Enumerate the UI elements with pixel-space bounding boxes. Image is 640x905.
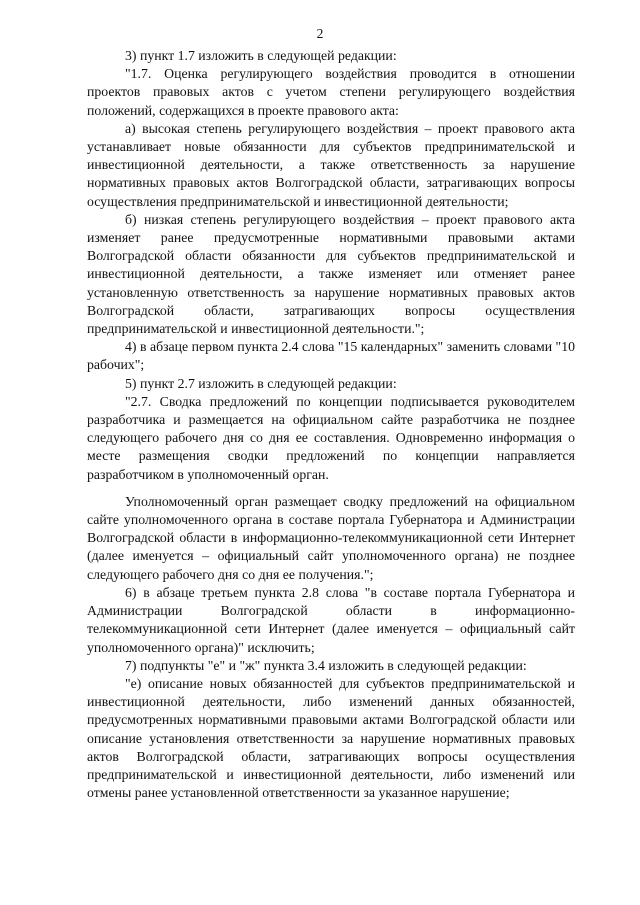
page-number: 2 [316,26,324,41]
paragraph-authorized-body: Уполномоченный орган размещает сводку предложений на официальном сайте уполномоченного органа в составе портала Губернатора и Администрации Волгоградской области в информационно-телекоммуникационной сети Интернет (далее именуется – официальный сайт уполномоченного органа) не позднее следующего рабочего дня со дня ее получения."; [87,493,575,582]
paragraph-item-6: 6) в абзаце третьем пункта 2.8 слова "в составе портала Губернатора и Администрации Волгоградской области в информационно-телекоммуникационной сети Интернет (далее именуется – официальный сайт уполномоченного органа)" исключить; [87,584,575,655]
paragraph-quote-1-7: "1.7. Оценка регулирующего воздействия проводится в отношении проектов правовых актов с учетом степени регулирующего воздействия положений, содержащихся в проекте правового акта: [87,66,575,118]
paragraph-subitem-a: а) высокая степень регулирующего воздействия – проект правового акта устанавливает новые обязанности для субъектов предпринимательской и инвестиционной деятельности, а также ответственность за нарушение нормативных правовых актов Волгоградской области, затрагивающих вопросы осуществления предпринимательской и инвестиционной деятельности; [87,120,575,209]
document-body [87,47,575,802]
paragraph-quote-2-7: "2.7. Сводка предложений по концепции подписывается руководителем разработчика и размещается на официальном сайте разработчика не позднее следующего рабочего дня со дня ее составления. Одновременно информация о месте размещения сводки предложений по концепции направляется разработчиком в уполномоченный орган. [87,393,575,482]
paragraph-item-3: 3) пункт 1.7 изложить в следующей редакции: [125,48,397,63]
paragraph-subitem-b: б) низкая степень регулирующего воздействия – проект правового акта изменяет ранее предусмотренные нормативными правовыми актами Волгоградской области обязанности для субъектов предпринимательской и инвестиционной деятельности, а также изменяет или отменяет ранее установленную ответственность за нарушение нормативных правовых актов Волгоградской области, затрагивающих вопросы осуществления предпринимательской и инвестиционной деятельности."; [87,211,575,337]
paragraph-item-5: 5) пункт 2.7 изложить в следующей редакции: [125,375,397,391]
paragraph-item-7: 7) подпункты "е" и "ж" пункта 3.4 изложить в следующей редакции: [125,657,527,673]
paragraph-item-4: 4) в абзаце первом пункта 2.4 слова "15 календарных" заменить словами "10 рабочих"; [87,339,575,373]
paragraph-subitem-e: "е) описание новых обязанностей для субъектов предпринимательской и инвестиционной деятельности, либо изменений данных обязанностей, предусмотренных нормативными правовыми актами Волгоградской области или описание установления ответственности за нарушение нормативных правовых актов Волгоградской области, затрагивающих вопросы осуществления предпринимательской и инвестиционной деятельности, либо изменений или отмены ранее установленной ответственности за указанное нарушение; [87,675,575,801]
